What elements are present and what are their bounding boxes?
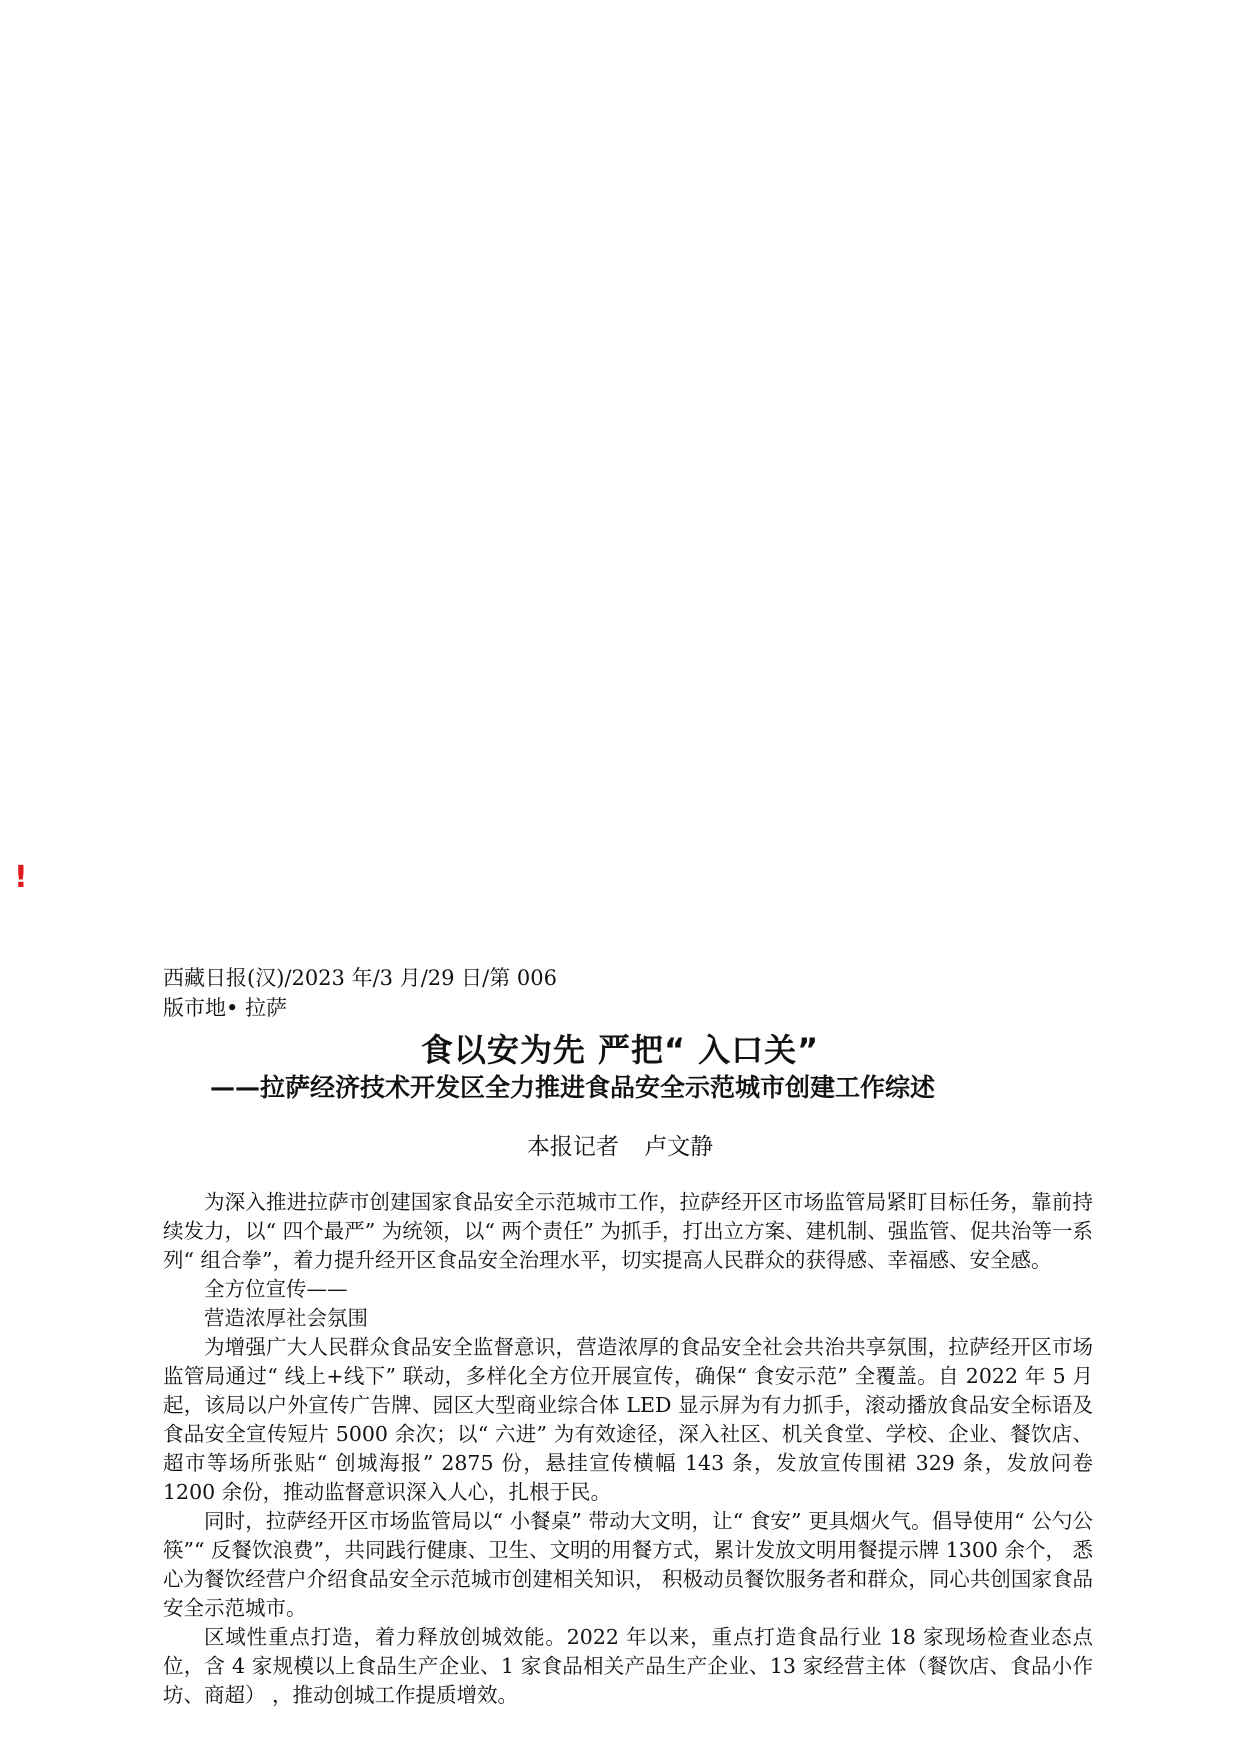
section-heading: 全方位宣传—— <box>204 1277 348 1301</box>
paragraph: 为增强广大人民群众食品安全监督意识，营造浓厚的食品安全社会共治共享氛围，拉萨经开区市场监管局通过“ 线上+线下” 联动，多样化全方位开展宣传，确保“ 食安示范” 全覆盖。自 2022 年 5 月起，该局以户外宣传广告牌、园区大型商业综合体 LED 显示屏为有力抓手，滚动播放食品安全标语及食品安全宣传短片 5000 余次；以“ 六进” 为有效途径，深入社区、机关食堂、学校、企业、餐饮店、超市等场所张贴“ 创城海报” 2875 份，悬挂宣传横幅 143 条，发放宣传围裙 329 条，发放问卷 1200 余份，推动监督意识深入人心，扎根于民。 <box>163 1335 1093 1504</box>
paragraph: 同时，拉萨经开区市场监管局以“ 小餐桌” 带动大文明，让“ 食安” 更具烟火气。倡导使用“ 公勺公筷”“ 反餐饮浪费”，共同践行健康、卫生、文明的用餐方式，累计发放文明用餐提示牌 1300 余个， 悉心为餐饮经营户介绍食品安全示范城市创建相关知识， 积极动员餐饮服务者和群众，同心共创国家食品安全示范城市。 <box>163 1509 1093 1620</box>
article-title: 食以安为先 严把“ 入口关” <box>420 1031 820 1069</box>
warning-mark: ! <box>14 860 28 895</box>
paragraph: 区域性重点打造，着力释放创城效能。2022 年以来，重点打造食品行业 18 家现场检查业态点位，含 4 家规模以上食品生产企业、1 家食品相关产品生产企业、13 家经营主体（餐饮店、食品小作坊、商超） ，推动创城工作提质增效。 <box>163 1625 1093 1707</box>
publication-source: 西藏日报(汉)/2023 年/3 月/29 日/第 006 <box>163 966 557 990</box>
article-byline: 本报记者 卢文静 <box>526 1134 714 1160</box>
section-heading: 营造浓厚社会氛围 <box>204 1306 368 1330</box>
publication-section: 版市地• 拉萨 <box>163 996 288 1020</box>
article-subtitle: ——拉萨经济技术开发区全力推进食品安全示范城市创建工作综述 <box>210 1073 936 1102</box>
paragraph: 为深入推进拉萨市创建国家食品安全示范城市工作，拉萨经开区市场监管局紧盯目标任务，靠前持续发力，以“ 四个最严” 为统领，以“ 两个责任” 为抓手，打出立方案、建机制、强监管、促共治等一系列“ 组合拳”，着力提升经开区食品安全治理水平，切实提高人民群众的获得感、幸福感、安全感。 <box>163 1190 1093 1272</box>
publication-header <box>163 963 557 1023</box>
article-body <box>163 1188 1093 1710</box>
